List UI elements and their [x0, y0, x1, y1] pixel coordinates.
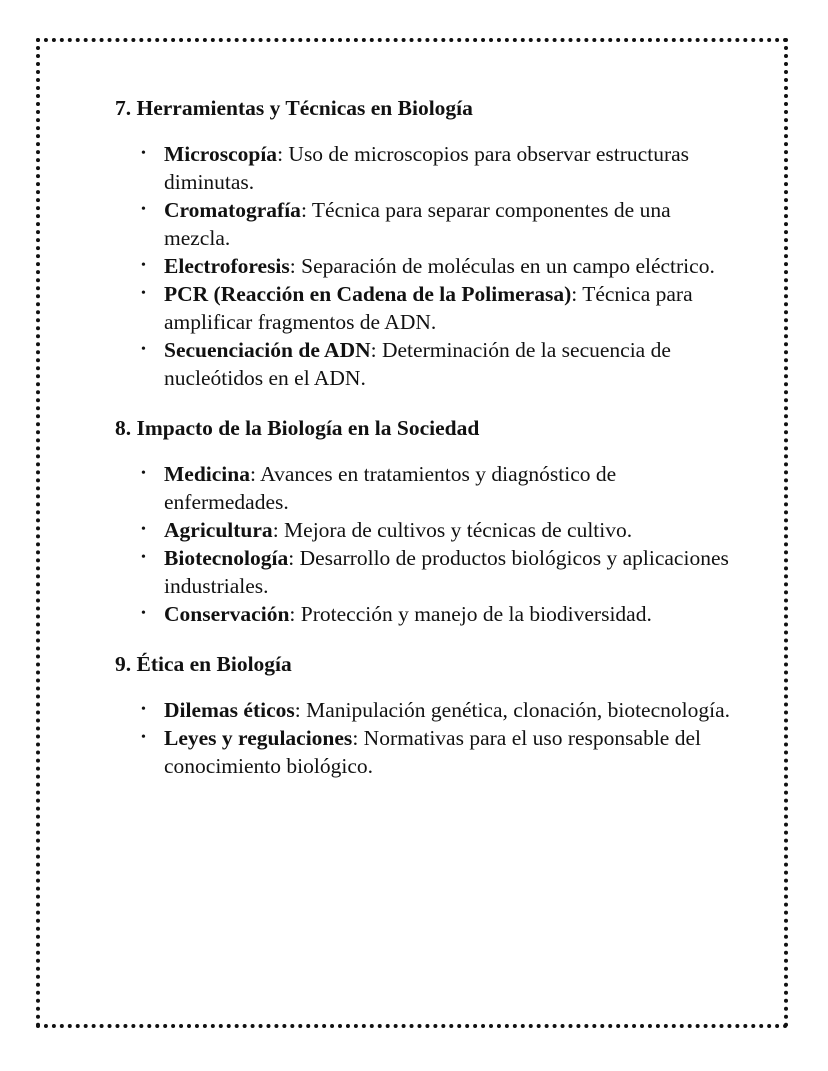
item-description: : Protección y manejo de la biodiversidad.: [289, 602, 652, 626]
list-item: [115, 600, 735, 628]
bullet-icon: •: [141, 702, 146, 717]
item-description: : Normativas para el uso responsable del conocimiento biológico.: [164, 726, 701, 778]
bullet-icon: •: [141, 202, 146, 217]
item-description: : Avances en tratamientos y diagnóstico de enfermedades.: [164, 462, 617, 514]
item-term: Medicina: [164, 462, 250, 486]
list-item: [115, 336, 735, 392]
item-term: Dilemas éticos: [164, 698, 295, 722]
bullet-icon: •: [141, 550, 146, 565]
item-description: : Separación de moléculas en un campo eléctrico.: [289, 254, 715, 278]
bullet-list: [115, 460, 735, 628]
item-term: Electroforesis: [164, 254, 290, 278]
item-description: : Técnica para separar componentes de una mezcla.: [164, 198, 671, 250]
list-item: [115, 724, 735, 780]
bullet-icon: •: [141, 146, 146, 161]
section-title: 9. Ética en Biología: [115, 652, 292, 676]
section-etica: [115, 650, 735, 780]
item-term: Secuenciación de ADN: [164, 338, 371, 362]
item-term: Leyes y regulaciones: [164, 726, 353, 750]
item-description: : Manipulación genética, clonación, biotecnología.: [294, 698, 730, 722]
bullet-icon: •: [141, 342, 146, 357]
bullet-icon: •: [141, 258, 146, 273]
item-term: Microscopía: [164, 142, 278, 166]
list-item: [115, 460, 735, 516]
item-term: PCR (Reacción en Cadena de la Polimerasa): [164, 282, 572, 306]
item-description: : Determinación de la secuencia de nucleótidos en el ADN.: [164, 338, 671, 390]
section-title: 7. Herramientas y Técnicas en Biología: [115, 96, 473, 120]
list-item: [115, 252, 735, 280]
bullet-icon: •: [141, 730, 146, 745]
document-content: [115, 94, 735, 802]
item-term: Cromatografía: [164, 198, 301, 222]
item-term: Biotecnología: [164, 546, 289, 570]
section-impacto: [115, 414, 735, 628]
item-description: : Técnica para amplificar fragmentos de ADN.: [164, 282, 693, 334]
section-herramientas: [115, 94, 735, 392]
list-item: [115, 280, 735, 336]
list-item: [115, 696, 735, 724]
bullet-list: [115, 696, 735, 780]
item-description: : Desarrollo de productos biológicos y aplicaciones industriales.: [164, 546, 729, 598]
bullet-list: [115, 140, 735, 392]
bullet-icon: •: [141, 522, 146, 537]
list-item: [115, 196, 735, 252]
item-description: : Mejora de cultivos y técnicas de cultivo.: [272, 518, 633, 542]
list-item: [115, 140, 735, 196]
list-item: [115, 516, 735, 544]
bullet-icon: •: [141, 286, 146, 301]
item-description: : Uso de microscopios para observar estructuras diminutas.: [164, 142, 690, 194]
bullet-icon: •: [141, 466, 146, 481]
item-term: Agricultura: [164, 518, 273, 542]
section-title: 8. Impacto de la Biología en la Sociedad: [115, 416, 480, 440]
bullet-icon: •: [141, 606, 146, 621]
item-term: Conservación: [164, 602, 290, 626]
list-item: [115, 544, 735, 600]
